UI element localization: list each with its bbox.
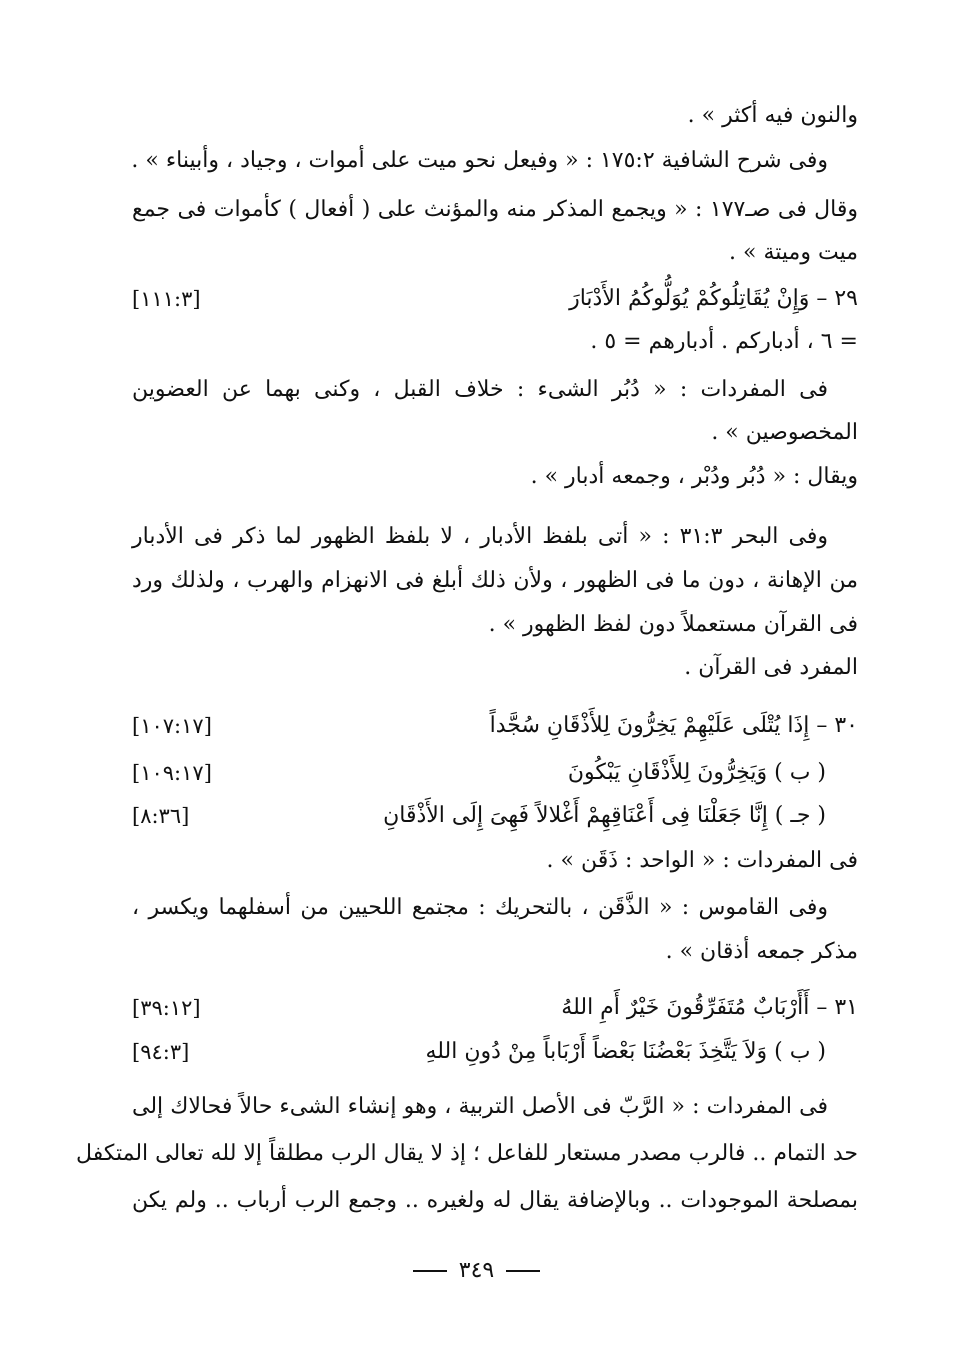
verse-text: ( جـ ) إِنَّا جَعَلْنَا فِى أَعْنَاقِهِمْ أَغْلالاً فَهِىَ إِلَى الأَذْقَانِ [383, 803, 826, 828]
line-text: المخصوصين » . [711, 420, 858, 445]
line-text: = ٦ ، أدباركم . أدبارهم = ٥ . [590, 329, 858, 354]
verse-text: ٢٩ – وَإِنْ يُقَاتِلُوكُمْ يُوَلُّوكُمُ الأَدْبَارَ [569, 286, 858, 311]
dash-left [413, 1270, 447, 1272]
line-text: حد التمام .. فالرب مصدر مستعار للفاعل ؛ إذ لا يقال الرب مطلقاً إلا لله تعالى المتكفل [76, 1141, 858, 1166]
page-number-text: ٣٤٩ [458, 1258, 495, 1283]
line-text: المفرد فى القرآن . [684, 655, 858, 680]
verse-reference: [٨:٣٦] [132, 804, 190, 828]
line-text: فى القرآن مستعملاً دون لفظ الظهور » . [488, 612, 858, 637]
line-text: فى المفردات : « دُبُر الشىء : خلاف القبل ، وكنى بهما عن العضوين [132, 377, 828, 402]
verse-text: ( ب ) وَلاَ يَتَّخِذَ بَعْضُنَا بَعْضاً أَرْبَاباً مِنْ دُونِ اللهِ [425, 1039, 826, 1064]
line-text: من الإهانة ، دون ما فى الظهور ، ولأن ذلك أبلغ فى الانهزام والهرب ، ولذلك ورد [132, 568, 858, 593]
line-text: مذكر جمعه أذقان » . [665, 939, 858, 964]
verse-reference: [١١١:٣] [132, 287, 201, 311]
line-text: وفى شرح الشافية ١٧٥:٢ : « وفيعل نحو ميت على أموات ، وجياد ، وأبيناء » . [131, 148, 828, 173]
page-number [0, 1258, 953, 1283]
verse-reference: [٣٩:١٢] [132, 996, 201, 1020]
line-text: فى المفردات : « الواحد : ذَقَن » . [546, 848, 858, 873]
line-text: ميت وميتة » . [729, 240, 858, 265]
line-text: ويقال : « دُبُر ودُبْر ، وجمعه أدبار » . [530, 464, 858, 489]
dash-right [506, 1270, 540, 1272]
verse-reference: [١٠٧:١٧] [132, 714, 212, 738]
line-text: وفى البحر ٣١:٣ : « أتى بلفظ الأدبار ، لا بلفظ الظهور لما ذكر فى الأدبار [132, 524, 829, 549]
verse-text: ٣١ – أَأَرْبَابٌ مُتَفَرِّقُونَ خَيْرٌ أَمِ اللهُ [561, 995, 858, 1020]
line-text: وقال فى صـ١٧٧ : « ويجمع المذكر منه والمؤنث على ( أفعال ) كأموات فى جمع [132, 197, 858, 222]
verse-text: ( ب ) وَيَخِرُّونَ لِلأَذْقَانِ يَبْكُونَ [567, 760, 826, 785]
verse-reference: [١٠٩:١٧] [132, 761, 212, 785]
line-text: والنون فيه أكثر » . [687, 103, 858, 128]
line-text: وفى القاموس : « الذَّقَن ، بالتحريك : مجتمع اللحيين من أسفلهما ويكسر ، [132, 895, 828, 920]
line-text: بمصلحة الموجودات .. وبالإضافة يقال له ولغيره .. وجمع الرب أرباب .. ولم يكن [132, 1188, 858, 1213]
line-text: فى المفردات : « الرَّبّ فى الأصل التربية ، وهو إنشاء الشىء حالاً فحالاك إلى [132, 1094, 828, 1119]
verse-reference: [٩٤:٣] [132, 1040, 190, 1064]
verse-text: ٣٠ – إِذَا يُتْلَى عَلَيْهِمْ يَخِرُّونَ لِلأَذْقَانِ سُجَّداً [489, 713, 858, 738]
